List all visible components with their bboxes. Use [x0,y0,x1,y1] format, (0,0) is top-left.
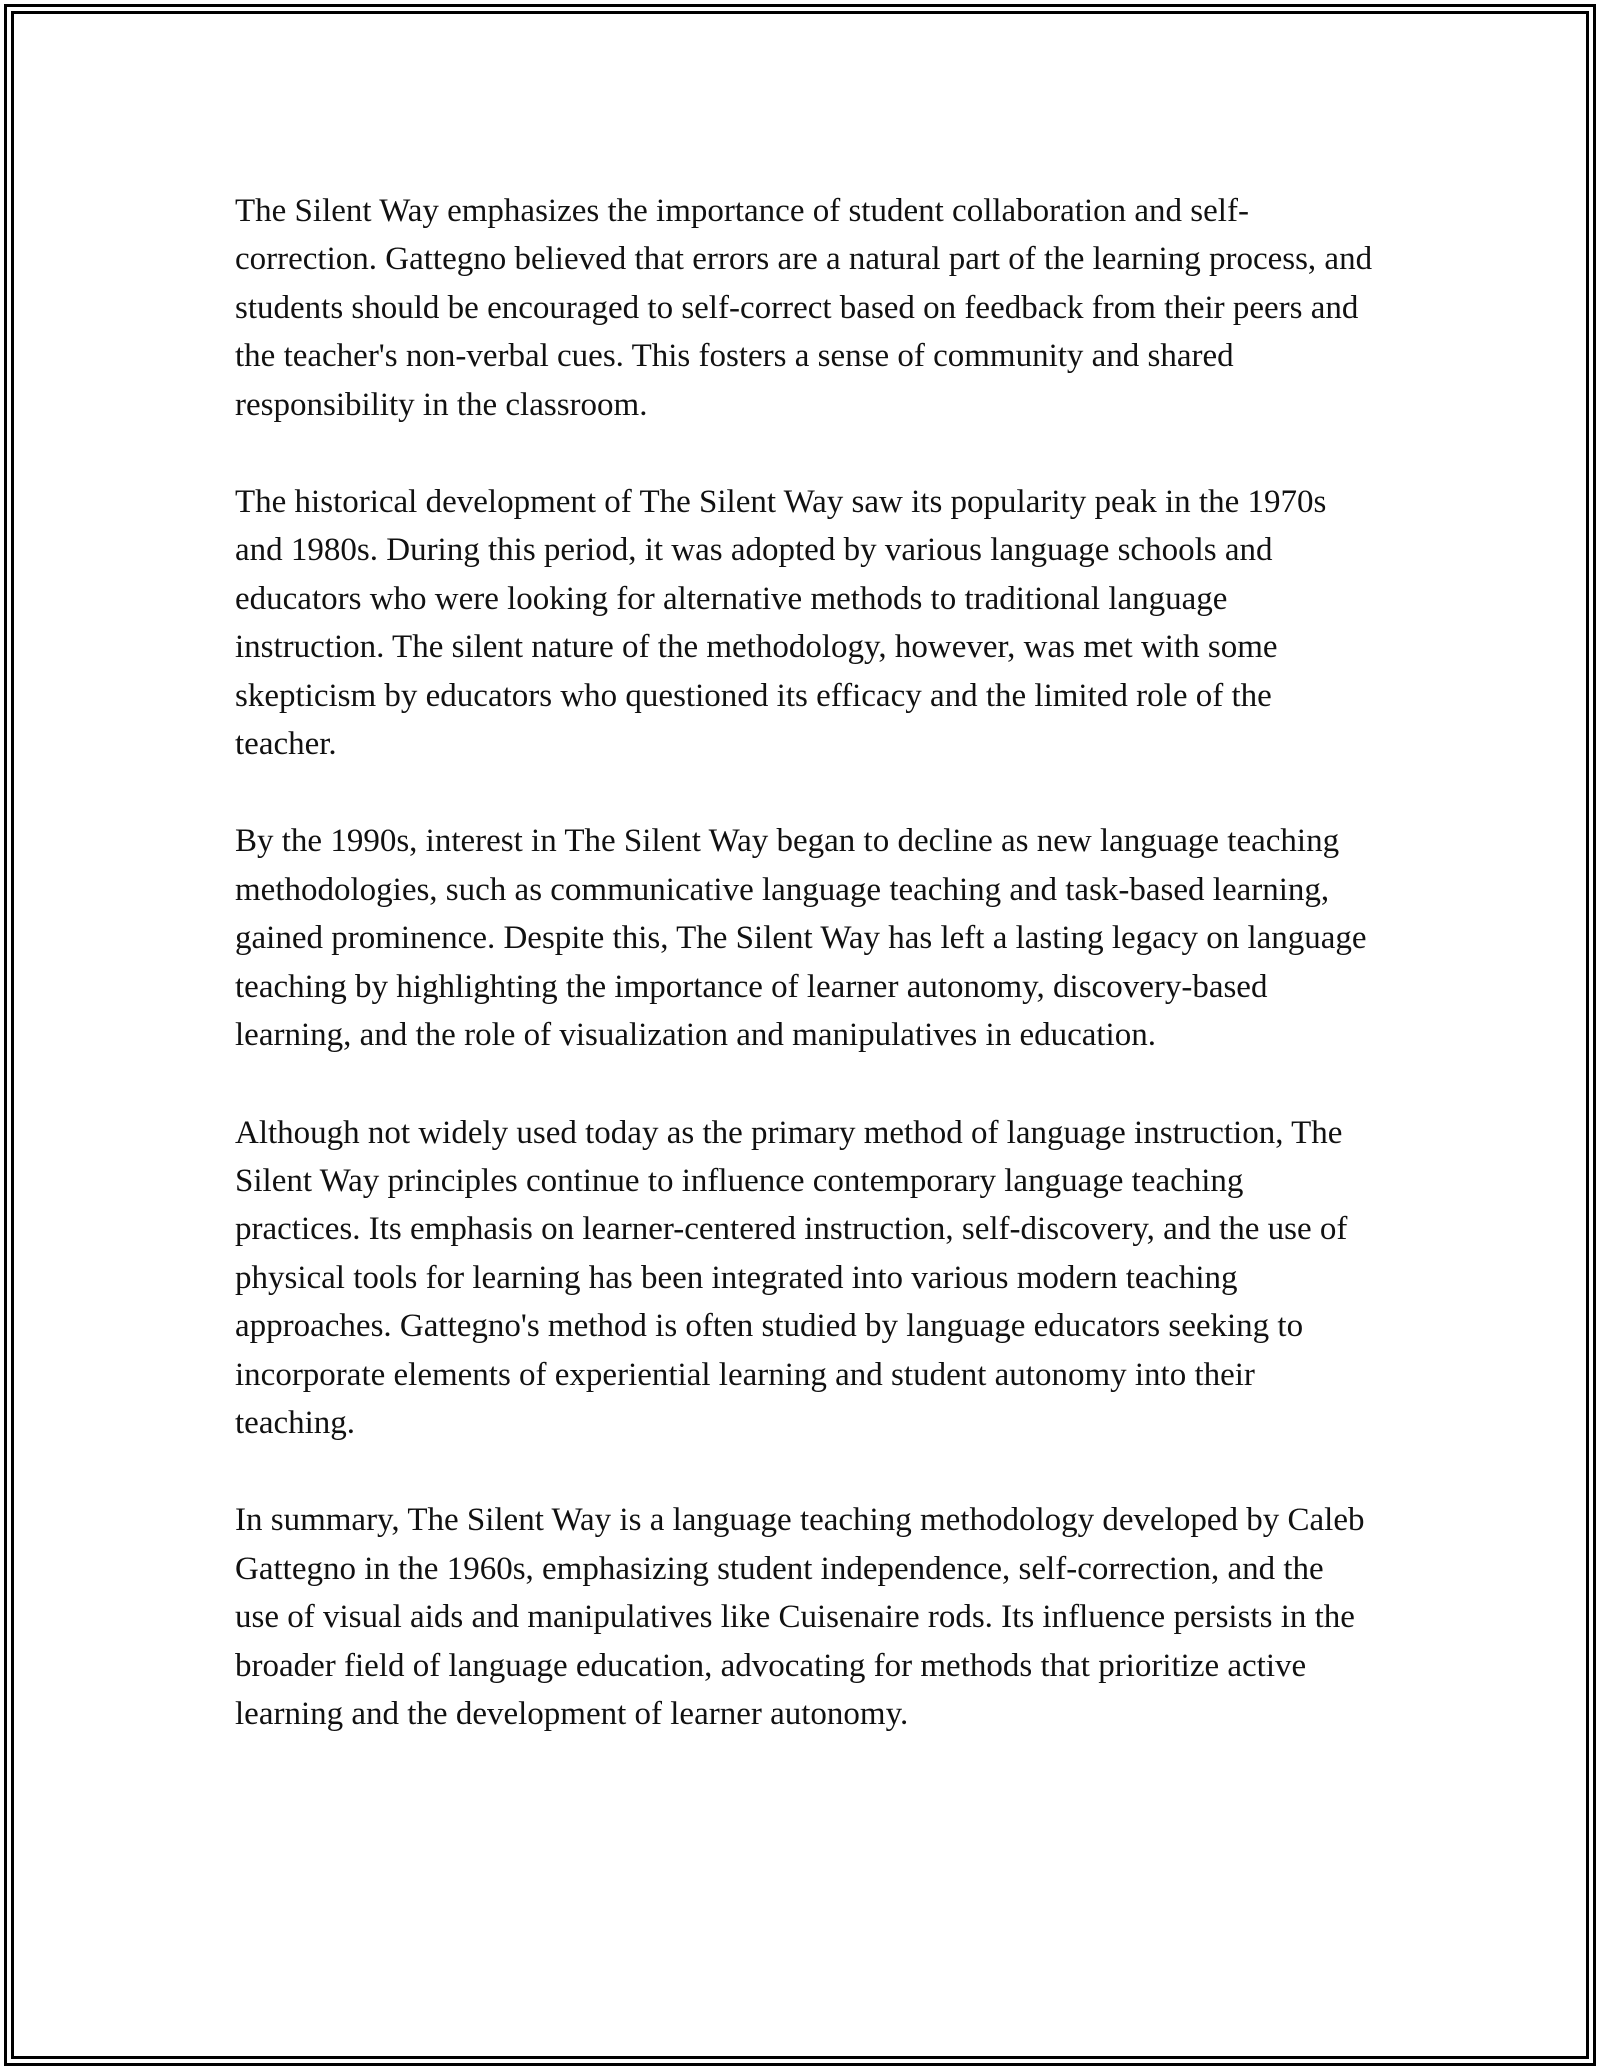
paragraph-decline-and-legacy: By the 1990s, interest in The Silent Way began to decline as new language teaching methodologies, such as communicative language teaching and task-based learning, gained prominence. Despite this, The Silent Way has left a lasting legacy on language teaching by highlighting the importance of learner autonomy, discovery-based learning, and the role of visualization and manipulatives in education. [235,823,1367,1054]
paragraph-historical-development: The historical development of The Silent Way saw its popularity peak in the 1970s and 1980s. During this period, it was adopted by various language schools and educators who were looking for alternative methods to traditional language instruction. The silent nature of the methodology, however, was met with some skepticism by educators who questioned its efficacy and the limited role of the teacher. [235,484,1327,763]
paragraph-contemporary-influence: Although not widely used today as the primary method of language instruction, The Silent Way principles continue to influence contemporary language teaching practices. Its emphasis on learner-centered instruction, self-discovery, and the use of physical tools for learning has been integrated into various modern teaching approaches. Gattegno's method is often studied by language educators seeking to incorporate elements of experiential learning and student autonomy into their teaching. [235,1114,1348,1441]
document-body [235,187,1375,1787]
paragraph-student-collaboration: The Silent Way emphasizes the importance of student collaboration and self-correction. Gattegno believed that errors are a natural part of the learning process, and students should be encouraged to self-correct based on feedback from their peers and the teacher's non-verbal cues. This fosters a sense of community and shared responsibility in the classroom. [235,193,1373,423]
paragraph-summary: In summary, The Silent Way is a language teaching methodology developed by Caleb Gattegno in the 1960s, emphasizing student independence, self-correction, and the use of visual aids and manipulatives like Cuisenaire rods. Its influence persists in the broader field of language education, advocating for methods that prioritize active learning and the development of learner autonomy. [235,1502,1365,1732]
